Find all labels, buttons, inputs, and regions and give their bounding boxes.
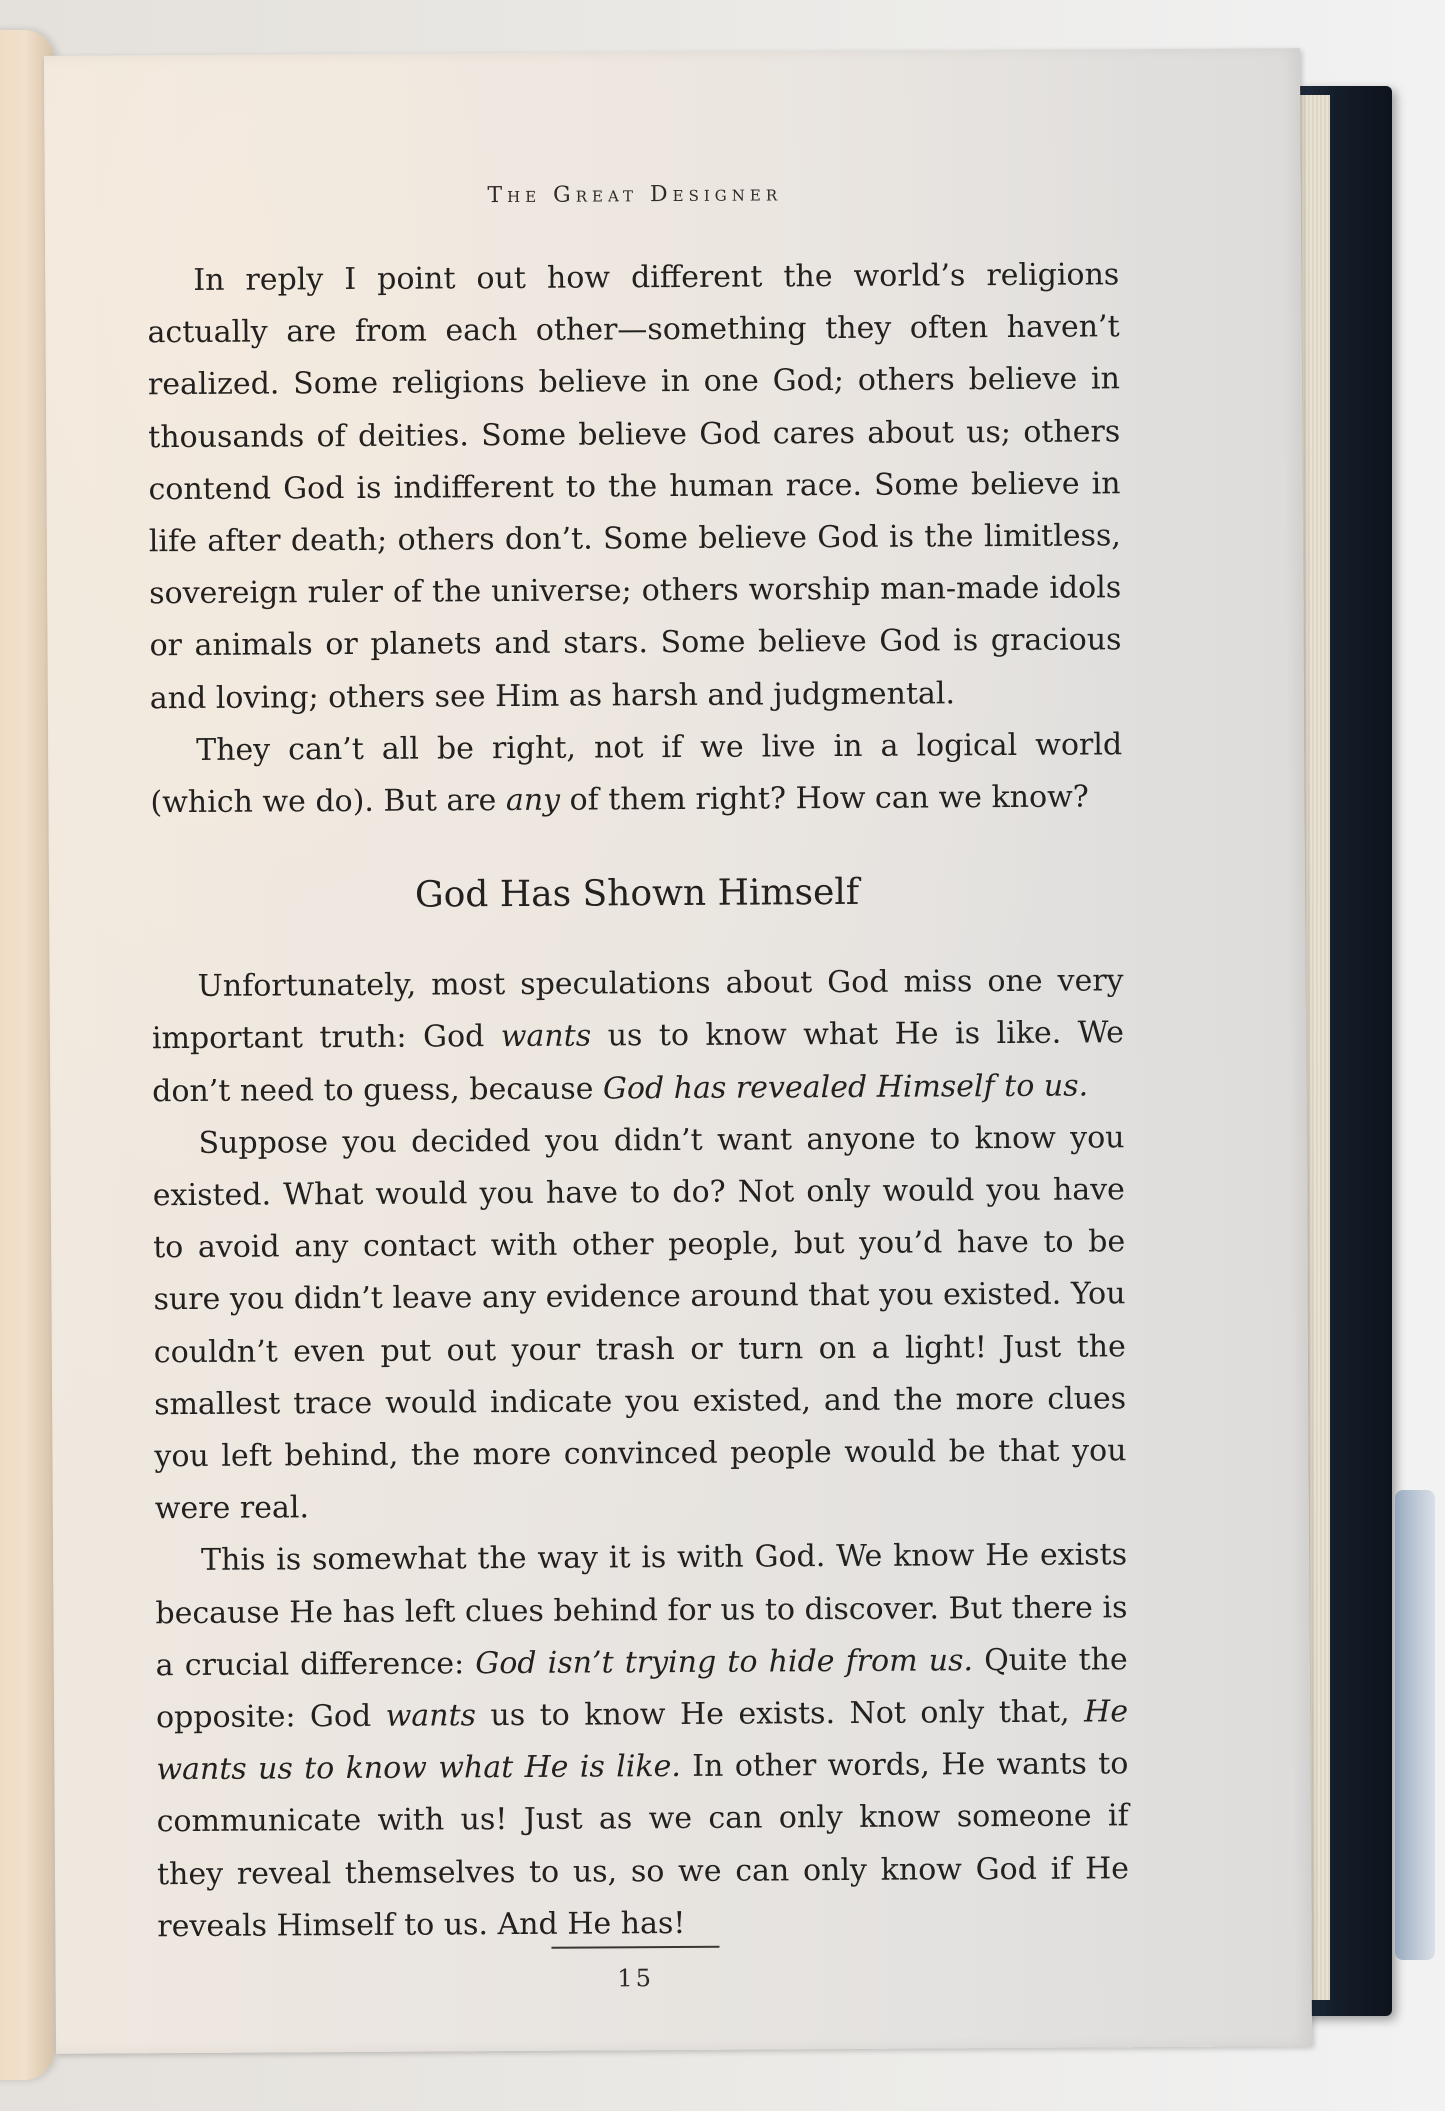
text-run: us to know He exists. Not only that, (475, 1694, 1085, 1734)
emphasis: wants (385, 1698, 477, 1734)
emphasis: God isn’t trying to hide from us. (475, 1643, 974, 1682)
emphasis: God has revealed Himself to us. (602, 1068, 1089, 1107)
emphasis: He wants us to know what He is like. (156, 1694, 1129, 1788)
paragraph (151, 956, 1124, 1119)
text-run: Suppose you decided you didn’t want anyone to know you existed. What would you have to do? Not only would you have to avoid any contact with other people, but you’d have to be sure you didn’t leave any evidence around that you existed. You couldn’t even put out your trash or turn on a light! Just the smallest trace would indicate you existed, and the more clues you left behind, the more convinced people would be that you were real. (152, 1120, 1127, 1527)
text-run: of them right? How can we know? (559, 779, 1089, 818)
text-run: This is somewhat the way it is with God. We know He exists because He has left clues behind for us to discover. But there is a crucial difference: (155, 1537, 1128, 1684)
text-run: Quite the opposite: God (155, 1642, 1128, 1736)
page-number: 15 (617, 1964, 655, 1993)
paragraph (155, 1530, 1130, 1954)
book-page (44, 48, 1312, 2054)
text-run: Unfortunately, most speculations about God miss one very important truth: God (151, 963, 1124, 1057)
paragraph (147, 249, 1122, 725)
text-run: In reply I point out how different the world’s religions actually are from each other—something they often haven’t realized. Some religions believe in one God; others believe in thousands of deities. Some believe God cares about us; others contend God is indifferent to the human race. Some believe in life after death; others don’t. Some believe God is the limitless, sovereign ruler of the universe; others worship man-made idols or animals or planets and stars. Some believe God is gracious and loving; others see Him as harsh and judgmental. (147, 257, 1122, 716)
section-heading: God Has Shown Himself (414, 872, 860, 916)
paragraph (150, 719, 1123, 829)
emphasis: any (505, 782, 561, 819)
text-run: In other words, He wants to communicate with us! Just as we can only know someone if they reveal themselves to us, so we can only know God if He reveals Himself to us. And He has! (156, 1746, 1130, 1945)
body-text (147, 249, 1129, 1953)
paragraph (152, 1112, 1127, 1536)
running-head: The Great Designer (487, 181, 783, 209)
text-run: They can’t all be right, not if we live in a logical world (which we do). But are (150, 727, 1123, 821)
cover-glint (1395, 1490, 1435, 1960)
text-run: us to know what He is like. We don’t need to guess, because (152, 1015, 1125, 1109)
emphasis: wants (500, 1018, 592, 1055)
